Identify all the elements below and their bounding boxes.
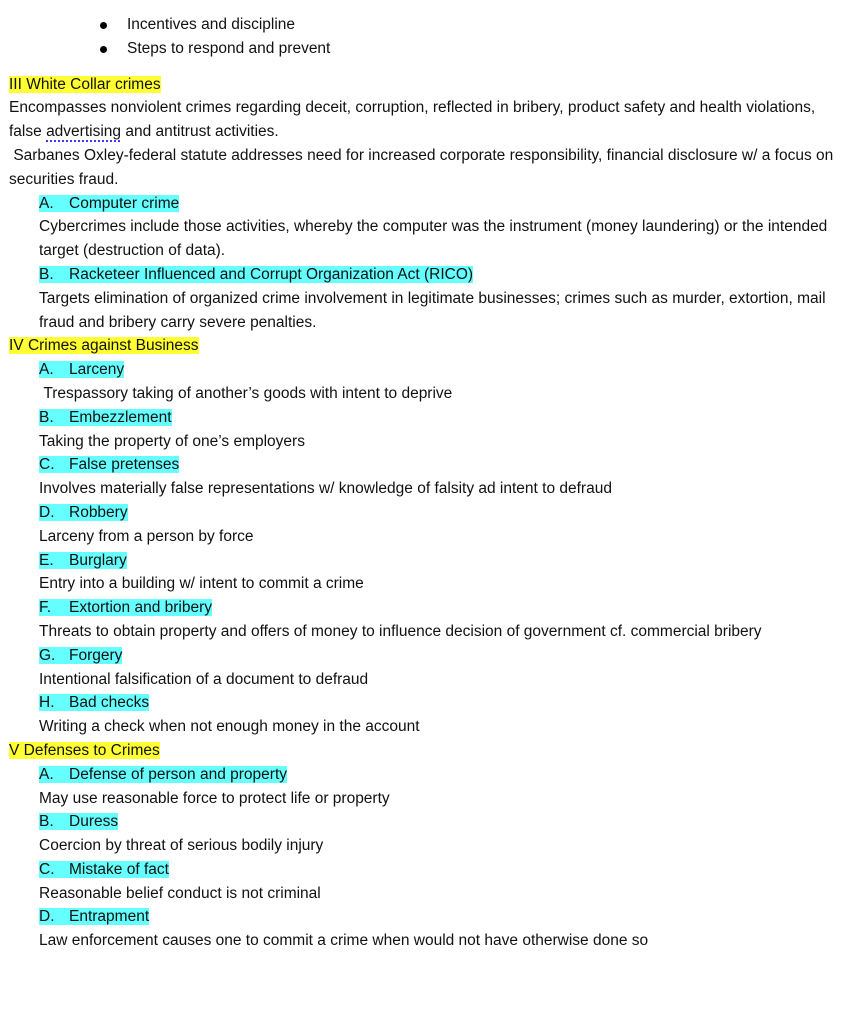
subsection-text: Law enforcement causes one to commit a crime when would not have otherwise done so xyxy=(39,932,649,950)
subsection xyxy=(9,691,849,739)
subsection xyxy=(9,810,849,858)
section-business xyxy=(9,334,849,739)
subsection-heading: B. Racketeer Influenced and Corrupt Organization Act (RICO) xyxy=(39,265,474,283)
subsection-text: Intentional falsification of a document to defraud xyxy=(39,670,369,688)
subsection-text: Trespassory taking of another’s goods with intent to deprive xyxy=(39,384,453,402)
subsection xyxy=(9,406,849,454)
bullet-icon xyxy=(100,22,107,29)
subsection xyxy=(9,905,849,953)
subsection-heading: H. Bad checks xyxy=(39,694,150,712)
subsection-text: Taking the property of one’s employers xyxy=(39,432,305,450)
paragraph: Encompasses nonviolent crimes regarding deceit, corruption, reflected in bribery, product safety and health violations, false advertising and antitrust activities. xyxy=(9,99,816,141)
section-heading: V Defenses to Crimes xyxy=(9,741,160,759)
subsection-heading: A. Defense of person and property xyxy=(39,765,287,783)
subsection-text: Writing a check when not enough money in the account xyxy=(39,718,420,736)
bullet-icon xyxy=(100,46,107,53)
subsection-heading: F. Extortion and bribery xyxy=(39,599,213,617)
subsection-text: Cybercrimes include those activities, whereby the computer was the instrument (money laundering) or the intended target (destruction of data). xyxy=(39,218,828,260)
subsection-text: May use reasonable force to protect life or property xyxy=(39,789,390,807)
list-item: Incentives and discipline xyxy=(9,13,849,37)
subsection-heading: E. Burglary xyxy=(39,551,127,569)
subsection-text: Involves materially false representations w/ knowledge of falsity ad intent to defraud xyxy=(39,480,612,498)
subsection xyxy=(9,192,849,263)
subsection xyxy=(9,596,849,644)
subsection xyxy=(9,763,849,811)
subsection xyxy=(9,644,849,692)
paragraph: Sarbanes Oxley-federal statute addresses need for increased corporate responsibility, financial disclosure w/ a focus on securities fraud. xyxy=(9,146,838,188)
subsection-text: Entry into a building w/ intent to commit a crime xyxy=(39,575,364,593)
subsection xyxy=(9,501,849,549)
subsection-heading: C. False pretenses xyxy=(39,456,180,474)
subsection-heading: B. Duress xyxy=(39,813,119,831)
subsection-text: Larceny from a person by force xyxy=(39,527,254,545)
section-heading: IV Crimes against Business xyxy=(9,337,199,355)
subsection-heading: C. Mistake of fact xyxy=(39,860,169,878)
subsection-text: Threats to obtain property and offers of money to influence decision of government cf. commercial bribery xyxy=(39,622,762,640)
subsection-heading: A. Computer crime xyxy=(39,194,180,212)
section-white-collar xyxy=(9,73,849,335)
subsection-heading: A. Larceny xyxy=(39,361,125,379)
subsection-text: Reasonable belief conduct is not criminal xyxy=(39,884,321,902)
subsection-heading: D. Robbery xyxy=(39,503,128,521)
subsection xyxy=(9,263,849,334)
subsection xyxy=(9,358,849,406)
section-heading: III White Collar crimes xyxy=(9,75,161,93)
subsection-text: Coercion by threat of serious bodily injury xyxy=(39,837,324,855)
subsection-heading: B. Embezzlement xyxy=(39,408,172,426)
section-defenses xyxy=(9,739,849,953)
subsection xyxy=(9,858,849,906)
subsection-heading: D. Entrapment xyxy=(39,908,150,926)
subsection-heading: G. Forgery xyxy=(39,646,123,664)
spellcheck-flagged-word[interactable]: advertising xyxy=(46,123,122,141)
list-item: Steps to respond and prevent xyxy=(9,37,849,61)
subsection xyxy=(9,453,849,501)
bullet-list xyxy=(9,13,849,61)
subsection-text: Targets elimination of organized crime involvement in legitimate businesses; crimes such as murder, extortion, mail fraud and bribery carry severe penalties. xyxy=(39,289,826,331)
document-body xyxy=(9,13,849,953)
subsection xyxy=(9,549,849,597)
